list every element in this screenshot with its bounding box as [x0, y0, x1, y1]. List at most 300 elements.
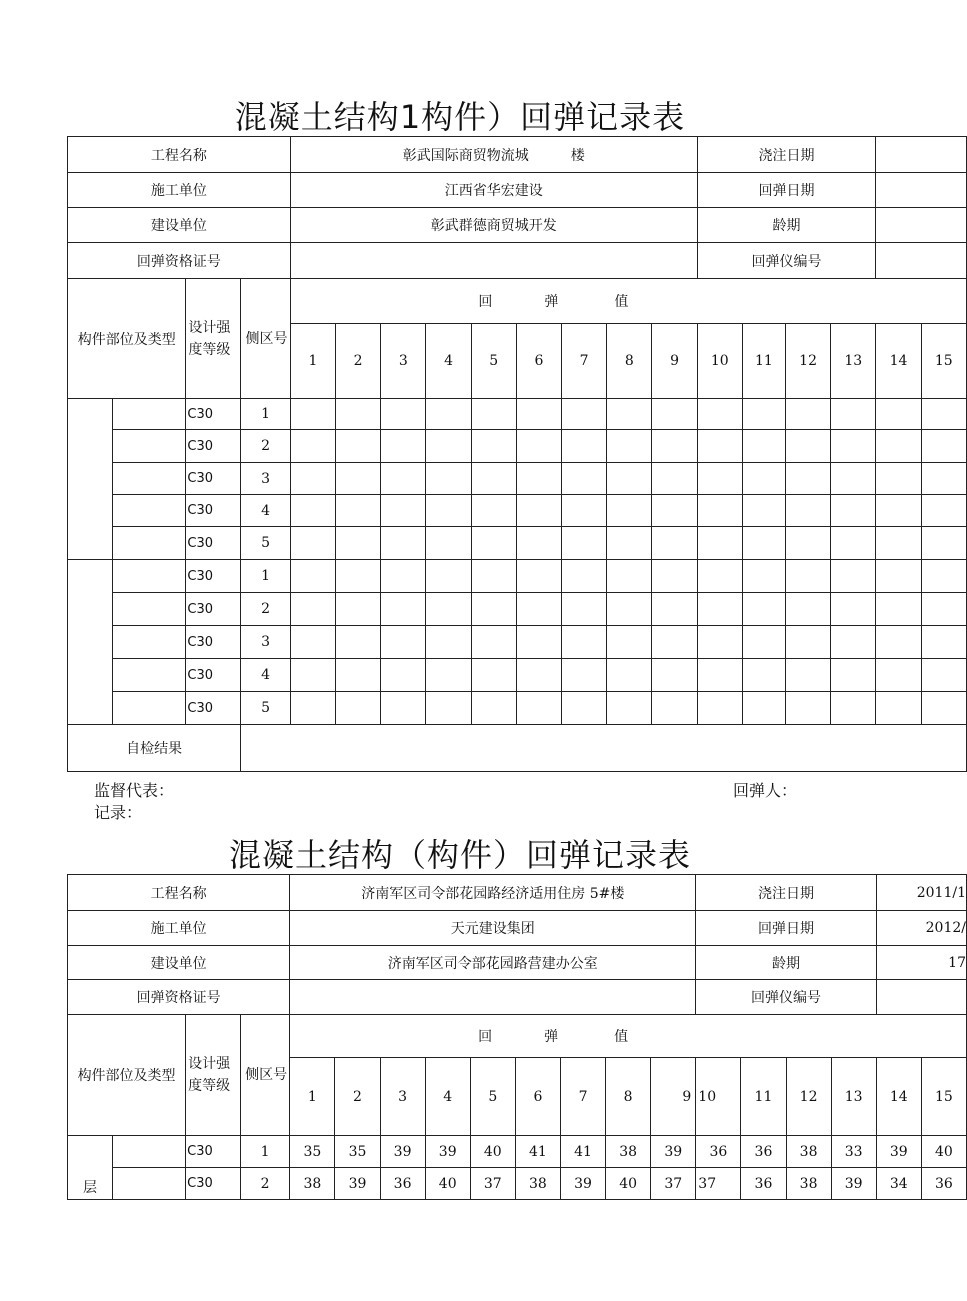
member-type-cell	[113, 399, 186, 430]
floor-cell	[68, 1136, 113, 1200]
zone-cell: 1	[240, 1136, 289, 1168]
column-number-13: 13	[831, 324, 876, 399]
grade-header: 设计强度等级	[186, 279, 241, 399]
rebound-value-cell	[785, 659, 830, 692]
rebound-value-cell: 36	[741, 1168, 786, 1200]
member-type-cell	[113, 430, 186, 463]
rebound-value-cell	[607, 430, 652, 463]
rebound-value-cell	[831, 593, 876, 626]
column-number-12: 12	[786, 1058, 831, 1136]
form1-title-prefix: 混凝土结构	[234, 98, 400, 136]
rebound-value-cell	[290, 560, 335, 593]
zone-cell: 4	[241, 659, 291, 692]
rebound-value-cell	[785, 399, 830, 430]
column-number-2: 2	[336, 324, 381, 399]
rebound-value-cell	[697, 659, 742, 692]
rebound-value-cell: 36	[741, 1136, 786, 1168]
rebound-date-label: 回弹日期	[697, 173, 876, 208]
rebound-value-cell	[516, 626, 561, 659]
rebound-value-cell	[290, 659, 335, 692]
rebound-value-cell	[831, 430, 876, 463]
rebound-value-cell	[607, 659, 652, 692]
rebound-value-cell	[290, 626, 335, 659]
rebound-value-cell	[742, 593, 785, 626]
rebound-value-cell	[336, 560, 381, 593]
rebound-value-cell	[381, 463, 426, 495]
rebound-value-cell: 37	[470, 1168, 515, 1200]
rebound-value-cell	[785, 626, 830, 659]
member-type-cell	[113, 659, 186, 692]
zone-header: 侧区号	[241, 279, 291, 399]
rebound-value-cell	[290, 463, 335, 495]
rebound-value-cell	[426, 659, 471, 692]
contractor-label: 施工单位	[68, 173, 291, 208]
rebound-value-cell	[697, 430, 742, 463]
rebound-value-cell	[831, 495, 876, 527]
rebound-value-cell: 39	[560, 1168, 605, 1200]
project-name-label: 工程名称	[68, 875, 290, 911]
rebound-value-cell	[426, 626, 471, 659]
rebound-value-cell	[921, 692, 966, 725]
rebound-value-cell: 39	[831, 1168, 876, 1200]
rebound-value-cell	[697, 692, 742, 725]
rebound-value-cell: 40	[425, 1168, 470, 1200]
rebound-value-cell	[471, 692, 516, 725]
rebound-value-cell	[652, 659, 697, 692]
rebound-value-cell	[471, 593, 516, 626]
rebound-value-cell	[742, 430, 785, 463]
rebound-value-cell: 39	[335, 1168, 380, 1200]
rebound-value-cell	[831, 527, 876, 560]
member-location-cell	[68, 560, 113, 725]
table-row	[68, 1168, 967, 1200]
rebound-value-cell	[336, 463, 381, 495]
cert-number-value	[290, 243, 697, 279]
column-number-3: 3	[380, 1058, 425, 1136]
rebound-value-cell	[742, 527, 785, 560]
rebound-value-cell: 36	[380, 1168, 425, 1200]
contractor-value: 天元建设集团	[290, 911, 696, 946]
member-header: 构件部位及类型	[68, 1015, 186, 1136]
rebound-value-cell	[471, 495, 516, 527]
owner-value: 济南军区司令部花园路营建办公室	[290, 946, 696, 980]
grade-cell: C30	[186, 1168, 241, 1200]
rebound-value-cell	[336, 495, 381, 527]
rebound-value-cell	[876, 399, 921, 430]
rebound-value-cell	[876, 463, 921, 495]
zone-cell: 4	[241, 495, 291, 527]
grade-cell: C30	[186, 593, 241, 626]
column-number-14: 14	[876, 1058, 921, 1136]
rebound-value-cell	[742, 659, 785, 692]
cert-number-label: 回弹资格证号	[68, 980, 290, 1015]
rebound-value-cell	[697, 593, 742, 626]
rebound-value-cell	[697, 399, 742, 430]
rebound-value-cell	[562, 399, 607, 430]
table-row	[68, 626, 967, 659]
grade-cell: C30	[186, 463, 241, 495]
grade-cell: C30	[186, 659, 241, 692]
rebound-value-cell	[516, 593, 561, 626]
rebound-value-cell: 39	[876, 1136, 921, 1168]
rebound-value-cell	[290, 495, 335, 527]
rebound-value-cell	[336, 430, 381, 463]
column-number-3: 3	[381, 324, 426, 399]
zone-cell: 3	[241, 626, 291, 659]
grade-header: 设计强度等级	[186, 1015, 241, 1136]
rebound-value-cell: 38	[515, 1168, 560, 1200]
rebound-value-cell	[607, 399, 652, 430]
member-type-cell	[113, 527, 186, 560]
rebound-value-cell	[562, 659, 607, 692]
member-header: 构件部位及类型	[68, 279, 186, 399]
rebound-value-cell	[921, 626, 966, 659]
table-row	[68, 527, 967, 560]
column-number-6: 6	[516, 324, 561, 399]
instrument-number-value	[876, 243, 967, 279]
zone-cell: 1	[241, 560, 291, 593]
zone-header: 侧区号	[240, 1015, 289, 1136]
column-number-2: 2	[335, 1058, 380, 1136]
rebound-value-cell	[562, 495, 607, 527]
column-number-10: 10	[696, 1058, 741, 1136]
rebound-value-cell	[290, 692, 335, 725]
rebound-value-cell	[426, 560, 471, 593]
column-number-4: 4	[425, 1058, 470, 1136]
rebound-value-cell	[742, 495, 785, 527]
column-number-12: 12	[785, 324, 830, 399]
zone-cell: 5	[241, 692, 291, 725]
grade-cell: C30	[186, 527, 241, 560]
grade-cell: C30	[186, 626, 241, 659]
zone-cell: 2	[241, 593, 291, 626]
rebound-value-cell	[381, 626, 426, 659]
rebound-value-cell: 38	[606, 1136, 651, 1168]
rebound-value-cell: 38	[786, 1168, 831, 1200]
rebound-value-cell	[785, 430, 830, 463]
rebound-value-cell	[876, 430, 921, 463]
rebound-value-cell	[381, 527, 426, 560]
zone-cell: 1	[241, 399, 291, 430]
rebound-value-cell	[426, 430, 471, 463]
column-number-8: 8	[607, 324, 652, 399]
rebound-value-cell	[697, 463, 742, 495]
rebound-value-cell	[471, 527, 516, 560]
rebound-value-cell	[471, 399, 516, 430]
rebound-value-cell	[471, 560, 516, 593]
rebound-value-cell	[290, 399, 335, 430]
member-type-cell	[113, 560, 186, 593]
rebound-value-cell	[290, 430, 335, 463]
self-check-label: 自检结果	[68, 725, 241, 772]
instrument-number-label: 回弹仪编号	[696, 980, 876, 1015]
rebound-value-cell	[336, 399, 381, 430]
rebound-header-char-1: 回	[478, 294, 493, 310]
table-row	[68, 495, 967, 527]
form2-title: 混凝土结构（构件）回弹记录表	[228, 836, 691, 874]
rebound-value-cell: 37	[696, 1168, 741, 1200]
rebound-value-cell	[607, 593, 652, 626]
rebounder-label: 回弹人：	[733, 781, 798, 800]
form1-title-suffix: 构件）回弹记录表	[421, 98, 686, 136]
rebound-value-cell: 40	[470, 1136, 515, 1168]
rebound-value-cell: 36	[696, 1136, 741, 1168]
column-number-4: 4	[426, 324, 471, 399]
rebound-value-cell	[697, 495, 742, 527]
column-number-8: 8	[606, 1058, 651, 1136]
zone-cell: 3	[241, 463, 291, 495]
rebound-value-cell	[921, 495, 966, 527]
rebound-value-cell	[562, 626, 607, 659]
rebound-value-cell	[336, 527, 381, 560]
rebound-value-cell	[516, 560, 561, 593]
rebound-value-cell	[652, 495, 697, 527]
instrument-number-value	[876, 980, 966, 1015]
self-check-value	[241, 725, 967, 772]
age-label: 龄期	[696, 946, 876, 980]
rebound-value-cell	[921, 560, 966, 593]
rebound-value-cell	[652, 626, 697, 659]
rebound-value-cell	[742, 463, 785, 495]
rebound-value-cell	[607, 527, 652, 560]
rebound-value-cell	[607, 463, 652, 495]
rebound-header-char-3: 值	[614, 1029, 629, 1045]
rebound-value-cell	[785, 692, 830, 725]
rebound-value-cell	[652, 593, 697, 626]
cert-number-value	[290, 980, 696, 1015]
rebound-value-cell	[607, 626, 652, 659]
rebound-value-cell	[831, 560, 876, 593]
rebound-value-cell: 33	[831, 1136, 876, 1168]
rebound-value-cell	[381, 430, 426, 463]
rebound-value-cell: 41	[560, 1136, 605, 1168]
rebound-value-cell	[831, 692, 876, 725]
rebound-value-cell	[876, 626, 921, 659]
column-number-9: 9	[652, 324, 697, 399]
rebound-value-cell	[426, 463, 471, 495]
rebound-value-cell	[607, 560, 652, 593]
rebound-values-header	[290, 1015, 967, 1058]
member-type-cell	[113, 1136, 186, 1168]
rebound-value-cell: 39	[425, 1136, 470, 1168]
owner-label: 建设单位	[68, 208, 291, 243]
rebound-value-cell	[831, 659, 876, 692]
grade-cell: C30	[186, 495, 241, 527]
zone-cell: 5	[241, 527, 291, 560]
rebound-header-char-2: 弹	[544, 294, 559, 310]
form1-title-number: 1	[399, 98, 422, 136]
rebound-date-value: 2012/	[876, 911, 966, 946]
rebound-value-cell	[562, 692, 607, 725]
age-value: 17	[876, 946, 966, 980]
table-row	[68, 560, 967, 593]
zone-cell: 2	[240, 1168, 289, 1200]
pour-date-label: 浇注日期	[696, 875, 876, 911]
rebound-value-cell	[652, 399, 697, 430]
rebound-date-value	[876, 173, 967, 208]
rebound-value-cell	[921, 430, 966, 463]
rebound-value-cell	[876, 659, 921, 692]
rebound-value-cell	[562, 593, 607, 626]
pour-date-label: 浇注日期	[697, 137, 876, 173]
contractor-value: 江西省华宏建设	[290, 173, 697, 208]
rebound-value-cell	[652, 527, 697, 560]
rebound-value-cell	[876, 527, 921, 560]
grade-cell: C30	[186, 1136, 241, 1168]
rebound-value-cell	[652, 463, 697, 495]
column-number-15: 15	[921, 324, 966, 399]
rebound-value-cell	[516, 659, 561, 692]
rebound-value-cell	[742, 692, 785, 725]
floor-label: 层	[83, 1180, 98, 1196]
rebound-value-cell	[471, 430, 516, 463]
rebound-value-cell: 39	[651, 1136, 696, 1168]
column-number-7: 7	[560, 1058, 605, 1136]
column-number-1: 1	[290, 1058, 335, 1136]
table-row	[68, 463, 967, 495]
rebound-value-cell	[516, 495, 561, 527]
project-name-value: 济南军区司令部花园路经济适用住房 5#楼	[290, 875, 696, 911]
rebound-value-cell: 39	[380, 1136, 425, 1168]
rebound-value-cell	[742, 560, 785, 593]
recorder-label: 记录：	[94, 803, 143, 822]
rebound-value-cell	[831, 399, 876, 430]
rebound-value-cell	[742, 626, 785, 659]
rebound-value-cell	[742, 399, 785, 430]
table-row	[68, 430, 967, 463]
rebound-value-cell	[471, 626, 516, 659]
column-number-13: 13	[831, 1058, 876, 1136]
member-type-cell	[113, 692, 186, 725]
rebound-value-cell: 36	[921, 1168, 966, 1200]
rebound-value-cell	[921, 463, 966, 495]
table-row	[68, 399, 967, 430]
rebound-value-cell: 38	[290, 1168, 335, 1200]
grade-cell: C30	[186, 430, 241, 463]
owner-value: 彰武群德商贸城开发	[290, 208, 697, 243]
column-number-11: 11	[741, 1058, 786, 1136]
rebound-value-cell	[652, 430, 697, 463]
rebound-value-cell: 38	[786, 1136, 831, 1168]
member-type-cell	[113, 463, 186, 495]
column-number-9: 9	[651, 1058, 696, 1136]
rebound-value-cell	[426, 527, 471, 560]
rebound-value-cell: 37	[651, 1168, 696, 1200]
owner-label: 建设单位	[68, 946, 290, 980]
rebound-value-cell	[562, 430, 607, 463]
rebound-value-cell	[516, 463, 561, 495]
rebound-value-cell	[785, 560, 830, 593]
rebound-value-cell	[516, 692, 561, 725]
member-location-cell	[68, 399, 113, 560]
zone-cell: 2	[241, 430, 291, 463]
rebound-value-cell: 34	[876, 1168, 921, 1200]
table-row	[68, 659, 967, 692]
rebound-value-cell	[831, 463, 876, 495]
rebound-value-cell	[876, 593, 921, 626]
column-number-7: 7	[562, 324, 607, 399]
project-name-label: 工程名称	[68, 137, 291, 173]
rebound-value-cell: 35	[335, 1136, 380, 1168]
rebound-header-char-2: 弹	[544, 1029, 559, 1045]
rebound-value-cell	[381, 692, 426, 725]
column-number-14: 14	[876, 324, 921, 399]
pour-date-value	[876, 137, 967, 173]
rebound-value-cell: 40	[921, 1136, 966, 1168]
rebound-value-cell	[697, 527, 742, 560]
cert-number-label: 回弹资格证号	[68, 243, 291, 279]
rebound-value-cell	[831, 626, 876, 659]
rebound-value-cell	[697, 560, 742, 593]
rebound-value-cell	[785, 495, 830, 527]
supervisor-label: 监督代表：	[94, 781, 175, 800]
rebound-value-cell	[426, 399, 471, 430]
rebound-value-cell	[516, 430, 561, 463]
column-number-11: 11	[742, 324, 785, 399]
rebound-value-cell	[426, 692, 471, 725]
member-type-cell	[113, 626, 186, 659]
column-number-1: 1	[290, 324, 335, 399]
rebound-value-cell	[921, 659, 966, 692]
form1-table	[67, 136, 967, 772]
rebound-header-char-3: 值	[614, 294, 629, 310]
rebound-value-cell	[426, 495, 471, 527]
rebound-value-cell	[381, 560, 426, 593]
rebound-value-cell	[876, 560, 921, 593]
rebound-value-cell: 41	[515, 1136, 560, 1168]
column-number-5: 5	[470, 1058, 515, 1136]
rebound-value-cell	[381, 399, 426, 430]
rebound-value-cell	[697, 626, 742, 659]
grade-cell: C30	[186, 399, 241, 430]
member-type-cell	[113, 593, 186, 626]
table-row	[68, 1136, 967, 1168]
column-number-15: 15	[921, 1058, 966, 1136]
rebound-value-cell	[652, 692, 697, 725]
table-row	[68, 692, 967, 725]
rebound-value-cell	[562, 527, 607, 560]
column-number-6: 6	[515, 1058, 560, 1136]
rebound-value-cell	[381, 593, 426, 626]
member-type-cell	[113, 1168, 186, 1200]
rebound-values-header	[290, 279, 966, 324]
contractor-label: 施工单位	[68, 911, 290, 946]
table-row	[68, 593, 967, 626]
rebound-date-label: 回弹日期	[696, 911, 876, 946]
rebound-value-cell	[876, 692, 921, 725]
rebound-value-cell	[876, 495, 921, 527]
rebound-value-cell	[785, 527, 830, 560]
rebound-value-cell	[785, 593, 830, 626]
rebound-value-cell	[381, 495, 426, 527]
rebound-value-cell	[516, 527, 561, 560]
rebound-value-cell: 40	[606, 1168, 651, 1200]
form1-title	[0, 92, 920, 138]
member-type-cell	[113, 495, 186, 527]
rebound-value-cell	[607, 495, 652, 527]
project-name-value: 彰武国际商贸物流城 楼	[290, 137, 697, 173]
form2-table	[67, 874, 967, 1200]
rebound-value-cell	[921, 399, 966, 430]
rebound-value-cell	[607, 692, 652, 725]
column-number-10: 10	[697, 324, 742, 399]
age-value	[876, 208, 967, 243]
rebound-value-cell	[426, 593, 471, 626]
rebound-value-cell	[562, 560, 607, 593]
rebound-value-cell	[652, 560, 697, 593]
grade-cell: C30	[186, 560, 241, 593]
rebound-value-cell	[381, 659, 426, 692]
